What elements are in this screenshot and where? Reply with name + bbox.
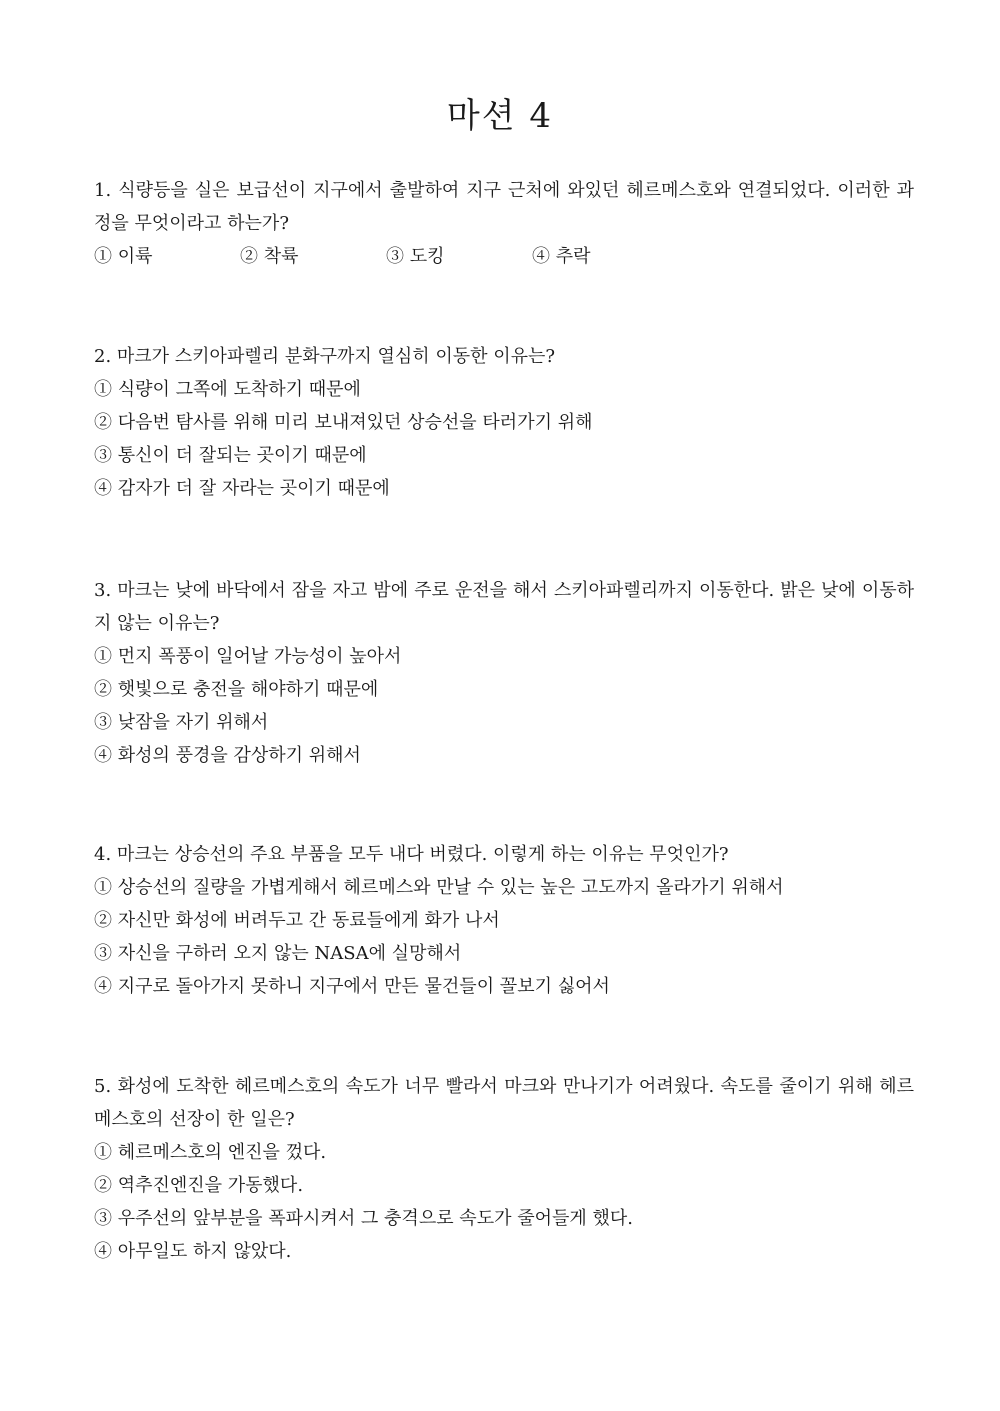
question-5-text: 5. 화성에 도착한 헤르메스호의 속도가 너무 빨라서 마크와 만나기가 어려웠다. 속도를 줄이기 위해 헤르메스호의 선장이 한 일은? [94, 1076, 914, 1130]
question-1-choice-1: ① 이륙 [94, 246, 153, 267]
question-3-text: 3. 마크는 낮에 바닥에서 잠을 자고 밤에 주로 운전을 해서 스키아파렐리까지 이동한다. 밝은 낮에 이동하지 않는 이유는? [94, 580, 914, 634]
question-5 [94, 1070, 914, 1268]
question-1-choice-4: ④ 추락 [532, 246, 591, 267]
question-1-choice-3: ③ 도킹 [386, 246, 445, 267]
question-3 [94, 574, 914, 772]
question-2-choice-2: ② 다음번 탐사를 위해 미리 보내져있던 상승선을 타러가기 위해 [94, 412, 593, 433]
question-1-text: 1. 식량등을 실은 보급선이 지구에서 출발하여 지구 근처에 와있던 헤르메스호와 연결되었다. 이러한 과정을 무엇이라고 하는가? [94, 180, 914, 234]
question-3-choice-1: ① 먼지 폭풍이 일어날 가능성이 높아서 [94, 646, 402, 667]
question-2-choice-4: ④ 감자가 더 잘 자라는 곳이기 때문에 [94, 478, 390, 499]
question-1-choices [94, 240, 914, 273]
question-5-choice-1: ① 헤르메스호의 엔진을 껐다. [94, 1142, 327, 1163]
page-title: 마션 4 [446, 96, 554, 136]
question-5-choice-4: ④ 아무일도 하지 않았다. [94, 1241, 292, 1262]
question-4-choice-1: ① 상승선의 질량을 가볍게해서 헤르메스와 만날 수 있는 높은 고도까지 올라가기 위해서 [94, 877, 784, 898]
question-2-choice-3: ③ 통신이 더 잘되는 곳이기 때문에 [94, 445, 367, 466]
question-5-choice-2: ② 역추진엔진을 가동했다. [94, 1175, 304, 1196]
question-3-choice-2: ② 햇빛으로 충전을 해야하기 때문에 [94, 679, 379, 700]
question-4 [94, 838, 914, 1003]
question-1 [94, 174, 914, 273]
question-1-choice-2: ② 착륙 [240, 246, 299, 267]
question-2-text: 2. 마크가 스키아파렐리 분화구까지 열심히 이동한 이유는? [94, 346, 556, 367]
question-3-choice-3: ③ 낮잠을 자기 위해서 [94, 712, 269, 733]
question-4-choice-4: ④ 지구로 돌아가지 못하니 지구에서 만든 물건들이 꼴보기 싫어서 [94, 976, 610, 997]
question-2 [94, 340, 914, 505]
question-4-text: 4. 마크는 상승선의 주요 부품을 모두 내다 버렸다. 이렇게 하는 이유는 무엇인가? [94, 844, 729, 865]
question-2-choice-1: ① 식량이 그쪽에 도착하기 때문에 [94, 379, 361, 400]
question-3-choice-4: ④ 화성의 풍경을 감상하기 위해서 [94, 745, 361, 766]
question-5-choice-3: ③ 우주선의 앞부분을 폭파시켜서 그 충격으로 속도가 줄어들게 했다. [94, 1208, 633, 1229]
question-4-choice-2: ② 자신만 화성에 버려두고 간 동료들에게 화가 나서 [94, 910, 500, 931]
question-4-choice-3: ③ 자신을 구하러 오지 않는 NASA에 실망해서 [94, 943, 462, 964]
